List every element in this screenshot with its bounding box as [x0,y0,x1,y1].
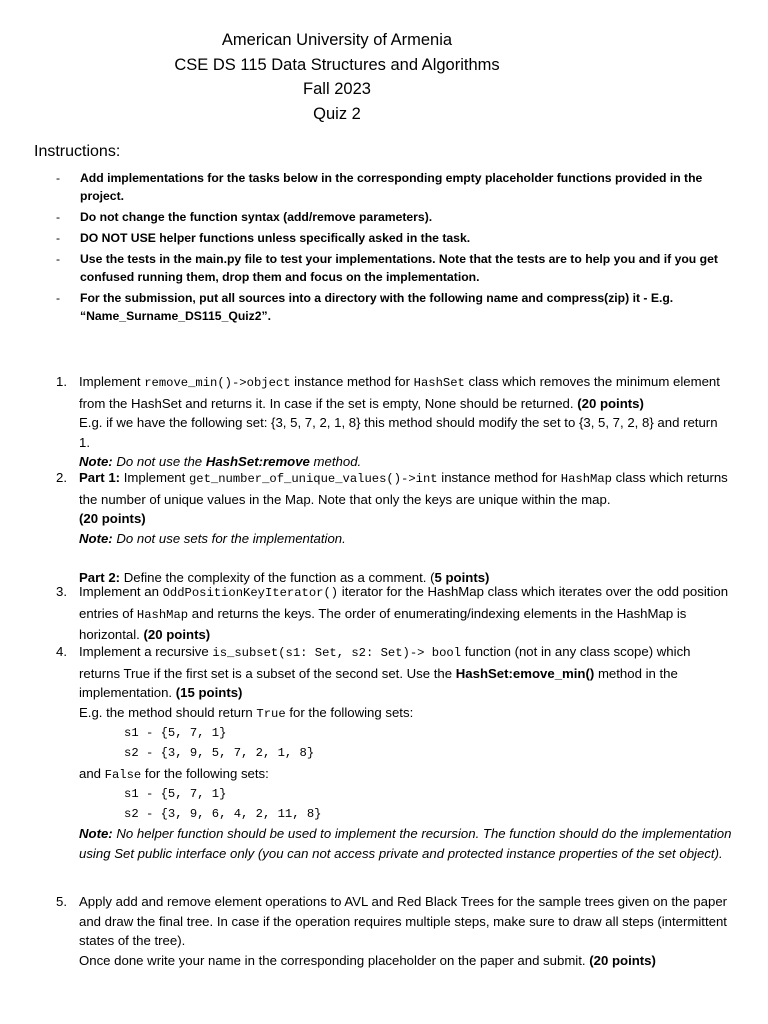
points-label: (20 points) [577,395,644,411]
dash-bullet-icon: - [56,291,61,305]
instruction-item: - Do not change the function syntax (add/remove parameters). [56,210,433,224]
code-set-line: s1 - {5, 7, 1} [124,726,227,741]
question-number: 3. [56,584,67,599]
document-header [0,28,674,126]
question-number: 4. [56,644,67,659]
question-2 [56,468,732,588]
points-label: (20 points) [143,627,211,643]
points-label: (20 points) [589,952,656,968]
question-1-example: E.g. if we have the following set: {3, 5, 7, 2, 1, 8} this method should modify the set to {3, 5, 7, 2, 8} and return 1. [79,415,718,450]
question-2-note: Note: Do not use sets for the implementation. [79,530,346,546]
dash-bullet-icon: - [56,171,61,185]
question-4-note: Note: No helper function should be used to implement the recursion. The function should do the implementation using Set public interface only (you can not access private and protected instance properties of the set object). [79,826,732,861]
question-5 [56,892,732,970]
course-title: CSE DS 115 Data Structures and Algorithms [174,55,500,74]
question-5-submit: Once done write your name in the corresponding placeholder on the paper and submit. (20 points) [79,952,656,968]
question-4 [56,642,732,864]
question-4-example-false: and False for the following sets: [79,765,269,782]
instructions-heading: Instructions: [34,143,121,160]
dash-bullet-icon: - [56,210,61,224]
question-number: 5. [56,894,67,909]
question-number: 1. [56,374,67,389]
question-1-note: Note: Do not use the HashSet:remove method. [79,454,362,470]
question-4-example-true: E.g. the method should return True for the following sets: [79,704,414,721]
dash-bullet-icon: - [56,231,61,245]
instruction-item: - DO NOT USE helper functions unless specifically asked in the task. [56,231,471,245]
question-1 [56,372,732,472]
term: Fall 2023 [303,80,371,98]
quiz-title: Quiz 2 [313,104,361,123]
instructions-list [56,169,746,328]
instruction-item: - Add implementations for the tasks below in the corresponding empty placeholder functions provided in the project. [56,171,703,203]
question-3 [56,582,732,645]
code-set-line: s1 - {5, 7, 1} [124,787,227,802]
question-3-text: Implement an OddPositionKeyIterator() iterator for the HashMap class which iterates over the odd position entries of HashMap and returns the keys. The order of enumerating/indexing elements in the HashMap is horizontal. (20 points) [79,584,729,643]
code-set-line: s2 - {3, 9, 6, 4, 2, 11, 8} [124,806,322,821]
question-1-text: Implement remove_min()->object instance method for HashSet class which removes the minimum element from the HashSet and returns it. In case if the set is empty, None should be returned. (20 points) [79,374,720,411]
question-5-text: Apply add and remove element operations to AVL and Red Black Trees for the sample trees given on the paper and draw the final tree. In case if the operation requires multiple steps, make sure to draw all steps (intermittent states of the tree). [79,894,728,949]
question-4-text: Implement a recursive is_subset(s1: Set, s2: Set)-> bool function (not in any class scope) which returns True if the first set is a subset of the second set. Use the HashSet:emove_min() method in the implementation. (15 points) [79,644,691,701]
university-name: American University of Armenia [221,31,453,49]
question-number: 2. [56,470,67,485]
points-label: (15 points) [175,685,243,701]
instruction-item: - For the submission, put all sources into a directory with the following name and compress(zip) it - E.g. “Name_Surname_DS115_Quiz2”. [56,291,674,323]
dash-bullet-icon: - [56,252,61,266]
points-label: (20 points) [79,511,146,527]
question-2-part1: Part 1: Implement get_number_of_unique_values()->int instance method for HashMap class which returns the number of unique values in the Map. Note that only the keys are unique within the map. [79,470,728,507]
code-set-line: s2 - {3, 9, 5, 7, 2, 1, 8} [124,745,315,760]
instruction-item: - Use the tests in the main.py file to test your implementations. Note that the tests are to help you and if you get confused running them, drop them and focus on the implementation. [56,252,718,284]
question-2-part2: Part 2: Define the complexity of the function as a comment. (5 points) [79,569,490,585]
